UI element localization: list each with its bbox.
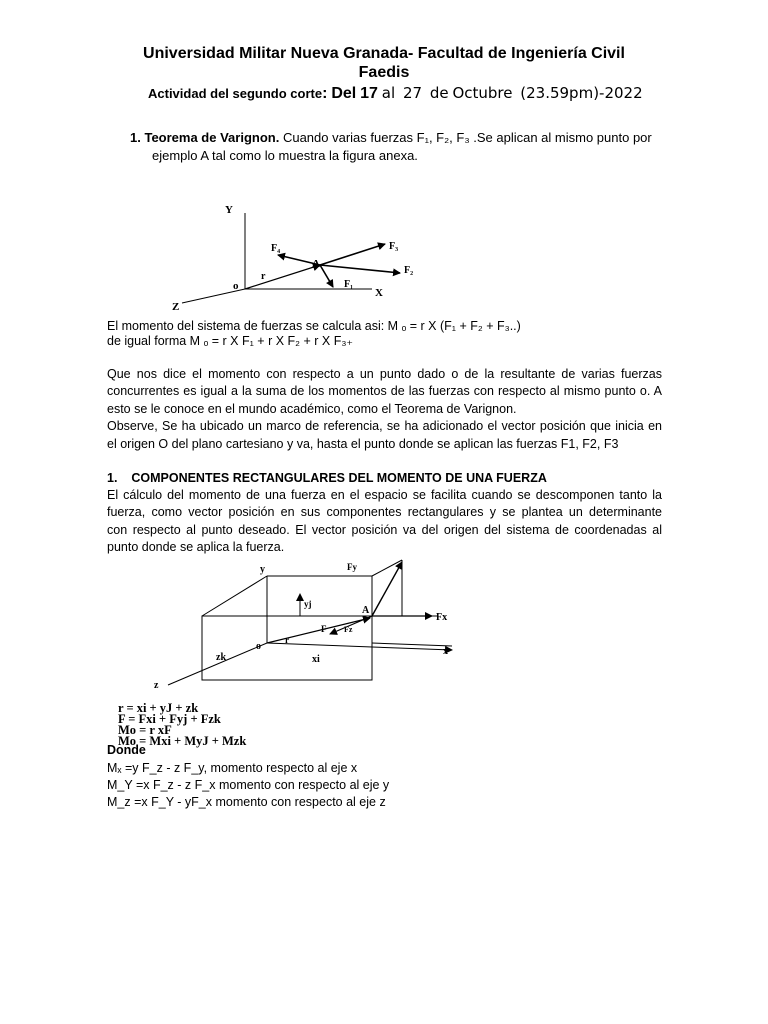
force-f1-arrow	[320, 265, 333, 287]
f3-label: F₃	[389, 241, 399, 252]
time-year: (23.59pm)-2022	[520, 84, 643, 102]
y-label: Y	[225, 204, 233, 216]
section1-heading: Teorema de Varignon.	[144, 130, 280, 145]
formula-block	[118, 703, 246, 747]
moment-y-line: M_Y =x F_z - z F_x momento con respecto al eje y	[107, 778, 390, 792]
paragraph1-line: esto se le conoce en el mundo académico, como el Teorema de Varignon.	[107, 401, 517, 416]
position-vector-r	[267, 618, 370, 643]
activity-label: Actividad del segundo corte	[148, 86, 323, 101]
section2-heading: COMPONENTES RECTANGULARES DEL MOMENTO DE UNA FUERZA	[131, 471, 547, 485]
point-a-label: A	[362, 605, 370, 616]
force-f2-arrow	[320, 265, 400, 273]
formula-line: F = Fxi + Fyj + Fzk	[118, 712, 221, 726]
paragraph1-line: concurrentes es igual a la suma de los momentos de las fuerzas con respecto al mismo punto o. A	[107, 384, 662, 399]
al-word: al	[381, 84, 396, 102]
rectangular-components-figure	[140, 558, 470, 694]
x-label: X	[375, 287, 383, 299]
zk-label: zk	[216, 652, 226, 663]
formula-line: Mo = r xF	[118, 723, 172, 737]
box-edge	[372, 560, 402, 576]
formula-line: r = xi + yJ + zk	[118, 701, 199, 715]
section2-line: punto donde se aplica la fuerza.	[107, 540, 285, 555]
section1-intro-line1: Cuando varias fuerzas F₁, F₂, F₃ .Se aplican al mismo punto por	[282, 130, 652, 145]
section2-paragraph	[107, 487, 662, 557]
formula-line: Mo = Mxi + MyJ + Mzk	[118, 734, 247, 748]
section1-intro-line2: ejemplo A tal como lo muestra la figura anexa.	[152, 148, 418, 163]
day-to: 27	[402, 84, 423, 102]
month: Octubre	[452, 84, 513, 102]
faculty-subtitle: Faedis	[358, 64, 410, 81]
z-label: z	[154, 680, 159, 691]
f1-label: F₁	[344, 279, 354, 290]
f4-label: F₄	[271, 243, 281, 254]
section1-intro	[130, 129, 652, 146]
section1-number: 1.	[130, 130, 141, 145]
origin-label: o	[233, 280, 239, 292]
moment-line2: de igual forma M ₒ = r X F₁ + r X F₂ + r X F₃₊	[107, 334, 354, 348]
varignon-figure	[160, 195, 450, 315]
fy-label: Fy	[347, 562, 357, 572]
paragraph1-line: Que nos dice el momento con respecto a un punto dado o de la resultante de varias fuerzas	[107, 367, 662, 381]
section2-line: fuerza, como vector posición en sus componentes rectangulares y se plantea un determinante	[107, 505, 662, 520]
xi-label: xi	[312, 654, 320, 665]
university-title: Universidad Militar Nueva Granada- Facultad de Ingeniería Civil	[143, 45, 625, 62]
del-word: Del	[331, 85, 357, 102]
paragraph1-line: el origen O del plano cartesiano y va, hasta el punto donde se aplican las fuerzas F1, F2, F3	[107, 436, 619, 451]
r-label: r	[285, 635, 289, 645]
activity-line	[148, 84, 643, 103]
fx-label: Fx	[436, 612, 448, 623]
z-label: Z	[172, 301, 180, 313]
section2-line: con respecto al punto deseado. El vector posición va del origen del sistema de coordenadas al	[107, 522, 662, 537]
activity-sep: :	[322, 85, 328, 102]
section2-number: 1.	[107, 471, 118, 485]
r-label: r	[261, 271, 266, 282]
f-label: F	[321, 624, 327, 634]
section2-line: El cálculo del momento de una fuerza en el espacio se facilita cuando se descomponen tanto la	[107, 488, 662, 502]
origin-label: o	[256, 641, 261, 652]
box-edge	[202, 576, 267, 616]
box-edge	[372, 643, 452, 646]
x-label: x	[443, 646, 448, 657]
de-word: de	[429, 84, 449, 102]
x-axis-line	[267, 643, 452, 650]
section2-heading-line	[107, 470, 547, 487]
moment-x-line: Mₓ =y F_z - z F_y, momento respecto al eje x	[107, 761, 358, 775]
position-vector-r	[245, 265, 320, 289]
z-axis-line	[168, 643, 267, 685]
paragraph1-line: Observe, Se ha ubicado un marco de referencia, se ha adicionado el vector posición que inicia en	[107, 419, 662, 434]
moment-z-line: M_z =x F_Y - yF_x momento con respecto al eje z	[107, 795, 386, 809]
moment-line1: El momento del sistema de fuerzas se calcula asi: M ₒ = r X (F₁ + F₂ + F₃..)	[107, 319, 521, 333]
y-label: y	[260, 564, 265, 575]
day-from: 17	[360, 85, 378, 102]
fz-label: Fz	[344, 625, 353, 634]
force-f3-arrow	[320, 244, 385, 265]
varignon-paragraph	[107, 366, 662, 453]
point-a-label: A	[312, 258, 320, 270]
force-fy-arrow	[372, 562, 402, 616]
donde-label: Donde	[107, 743, 146, 757]
yj-label: yj	[304, 599, 312, 609]
f2-label: F₂	[404, 265, 414, 276]
